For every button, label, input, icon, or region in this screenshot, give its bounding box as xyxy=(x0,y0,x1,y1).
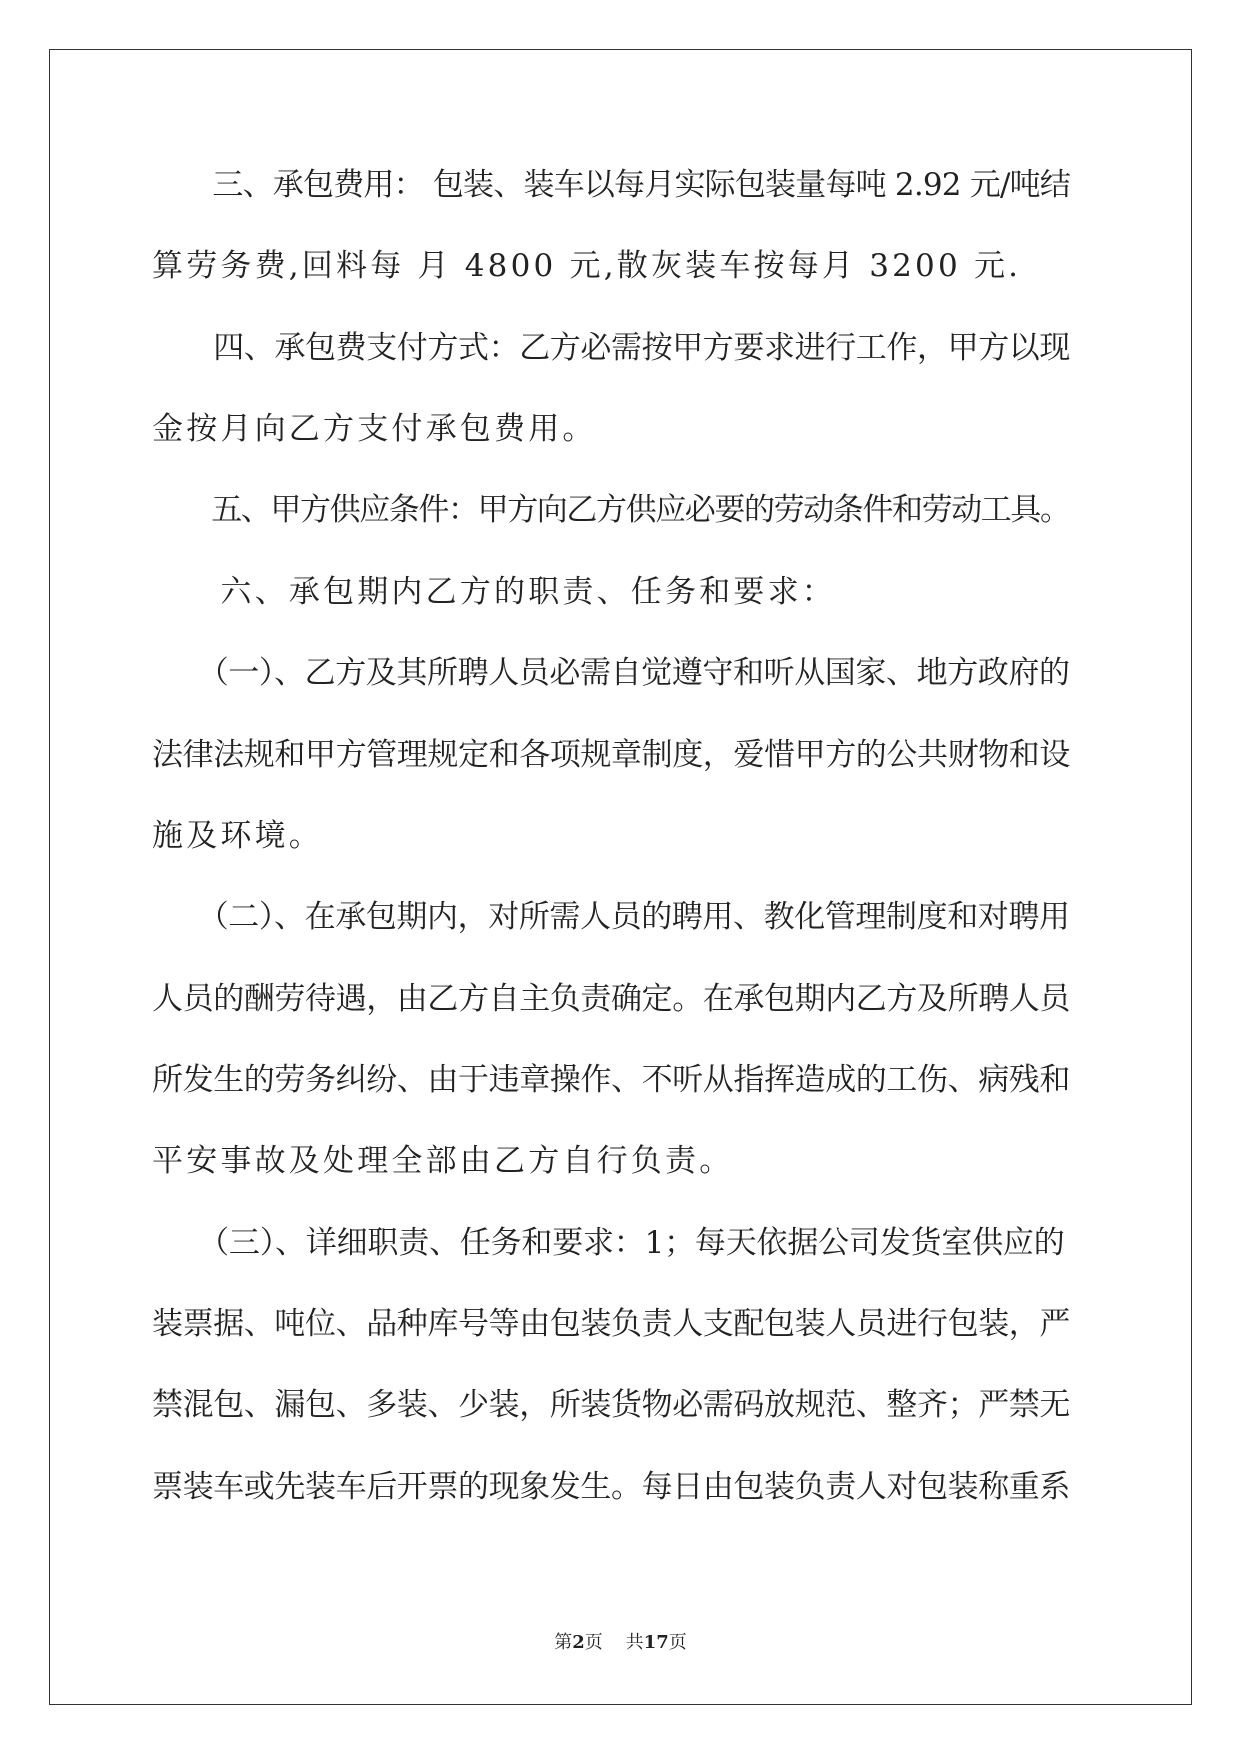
text-line: 三、承包费用： 包装、装车以每月实际包装量每吨 2.92 元/吨结 xyxy=(152,167,1071,203)
text-line: （三）、详细职责、任务和要求：1；每天依据公司发货室供应的 xyxy=(152,1225,1065,1261)
text-line: 算劳务费,回料每 月 4800 元,散灰装车按每月 3200 元. xyxy=(152,248,1022,284)
text-line: 票装车或先装车后开票的现象发生。每日由包装负责人对包装称重系 xyxy=(152,1469,1070,1505)
page-total: 共17页 xyxy=(625,1632,687,1653)
text-line: 平安事故及处理全部由乙方自行负责。 xyxy=(152,1143,734,1179)
text-line: （二）、在承包期内，对所需人员的聘用、教化管理制度和对聘用 xyxy=(152,899,1070,935)
text-line: （一）、乙方及其所聘人员必需自觉遵守和听从国家、地方政府的 xyxy=(152,655,1070,691)
page-number: 第2页 xyxy=(554,1632,603,1653)
text-line: 所发生的劳务纠纷、由于违章操作、不听从指挥造成的工伤、病残和 xyxy=(152,1062,1070,1098)
text-line: 金按月向乙方支付承包费用。 xyxy=(152,411,597,447)
text-line: 四、承包费支付方式：乙方必需按甲方要求进行工作，甲方以现 xyxy=(152,330,1070,366)
text-line: 禁混包、漏包、多装、少装，所装货物必需码放规范、整齐；严禁无 xyxy=(152,1387,1070,1423)
text-line: 五、甲方供应条件：甲方向乙方供应必要的劳动条件和劳动工具。 xyxy=(152,492,1070,528)
page-border xyxy=(49,49,1192,1705)
text-line: 六、承包期内乙方的职责、任务和要求： xyxy=(152,574,836,610)
text-line: 施及环境。 xyxy=(152,818,323,854)
text-line: 装票据、吨位、品种库号等由包装负责人支配包装人员进行包装，严 xyxy=(152,1306,1070,1342)
page-footer xyxy=(0,1631,1241,1655)
text-line: 人员的酬劳待遇，由乙方自主负责确定。在承包期内乙方及所聘人员 xyxy=(152,981,1070,1017)
text-line: 法律法规和甲方管理规定和各项规章制度，爱惜甲方的公共财物和设 xyxy=(152,737,1070,773)
